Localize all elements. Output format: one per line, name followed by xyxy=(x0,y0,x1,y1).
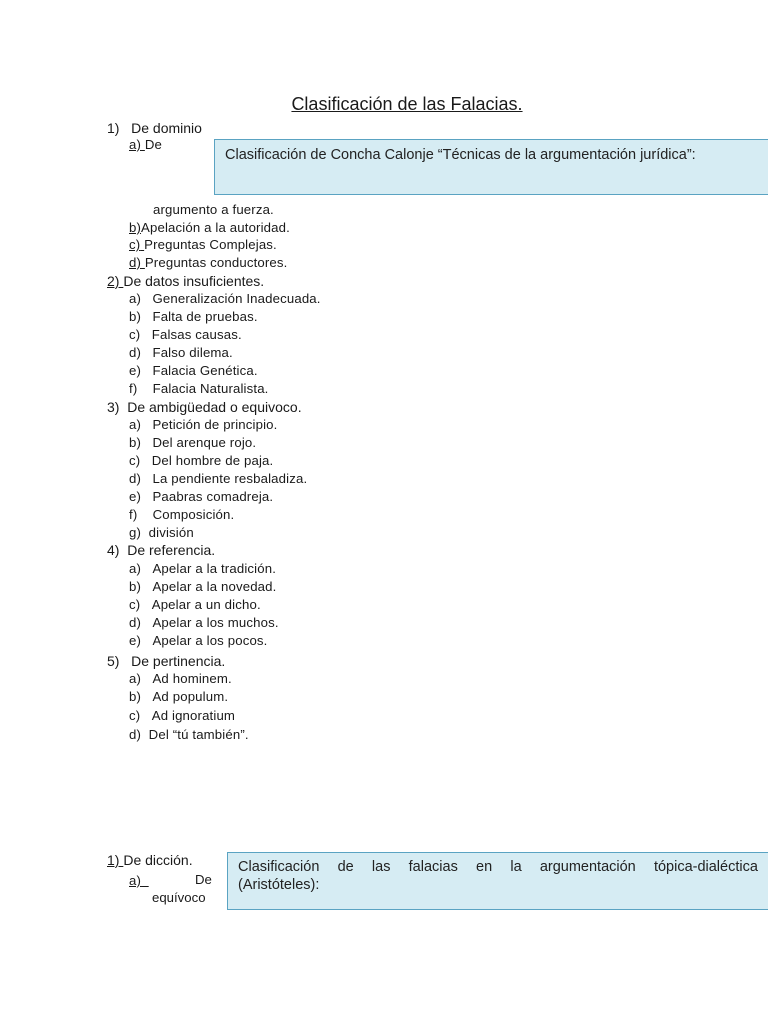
callout-word: falacias xyxy=(408,859,458,875)
section3-item-f xyxy=(129,506,234,524)
section3-number: 3) xyxy=(107,399,120,415)
callout-word: de xyxy=(337,859,354,875)
list-letter: c) xyxy=(129,453,141,468)
section1-item-a-text: De xyxy=(144,137,163,152)
section4-number: 4) xyxy=(107,542,120,558)
section6-item-a-continued: equívoco xyxy=(152,890,206,905)
list-text: Apelar a la tradición. xyxy=(152,561,277,576)
section1-item-c-letter: c) xyxy=(129,237,141,252)
section5-item-c xyxy=(129,707,235,725)
section1-item-a-continued: argumento a fuerza. xyxy=(153,202,274,217)
section6-number: 1) xyxy=(107,852,120,868)
list-text: Petición de principio. xyxy=(152,417,278,432)
section1-item-d-text: Preguntas conductores. xyxy=(144,255,288,270)
callout-concha-calonje-text: Clasificación de Concha Calonje “Técnicas de la argumentación jurídica”: xyxy=(225,147,696,163)
list-letter: e) xyxy=(129,363,142,378)
section3-item-a xyxy=(129,416,277,434)
section4-item-d xyxy=(129,614,279,632)
list-letter: a) xyxy=(129,873,142,888)
callout-word: en xyxy=(476,859,493,875)
section1-heading xyxy=(107,119,202,137)
section2-label: De datos insuficientes. xyxy=(123,273,265,289)
section6-label: De dicción. xyxy=(123,852,193,868)
section2-item-f xyxy=(129,380,269,398)
list-letter: b) xyxy=(129,309,142,324)
list-text: Ad hominem. xyxy=(152,671,232,686)
section1-label: De dominio xyxy=(131,120,202,136)
callout-aristoteles xyxy=(227,852,768,910)
list-text: La pendiente resbaladiza. xyxy=(152,471,308,486)
list-letter: a) xyxy=(129,291,142,306)
callout-word: las xyxy=(371,859,391,875)
list-text: Generalización Inadecuada. xyxy=(152,291,321,306)
list-text: Del hombre de paja. xyxy=(151,453,274,468)
list-letter: a) xyxy=(129,561,142,576)
list-text: Falsas causas. xyxy=(151,327,242,342)
callout-aristoteles-line1 xyxy=(238,858,758,876)
section2-heading xyxy=(107,272,264,290)
section4-label: De referencia. xyxy=(127,542,216,558)
callout-word: argumentación xyxy=(539,859,636,875)
section6-item-a-letter xyxy=(129,872,149,890)
section3-item-e xyxy=(129,488,273,506)
list-letter: d) xyxy=(129,727,142,742)
section1-item-a xyxy=(129,136,162,154)
list-letter: c) xyxy=(129,708,141,723)
section2-number: 2) xyxy=(107,273,120,289)
section3-item-c xyxy=(129,452,273,470)
list-letter: b) xyxy=(129,435,142,450)
list-text: Falacia Genética. xyxy=(152,363,258,378)
section5-item-b xyxy=(129,688,228,706)
section1-item-b-text: Apelación a la autoridad. xyxy=(141,220,290,235)
section5-number: 5) xyxy=(107,653,120,669)
list-letter: d) xyxy=(129,615,142,630)
list-letter: d) xyxy=(129,345,142,360)
list-text: división xyxy=(148,525,194,540)
section2-item-d xyxy=(129,344,233,362)
section4-item-c xyxy=(129,596,261,614)
list-text: Ad ignoratium xyxy=(151,708,236,723)
section5-label: De pertinencia. xyxy=(131,653,226,669)
section4-item-b xyxy=(129,578,276,596)
section3-label: De ambigüedad o equivoco. xyxy=(127,399,302,415)
section1-item-d-letter: d) xyxy=(129,255,142,270)
section3-heading xyxy=(107,398,302,416)
callout-word: tópica-dialéctica xyxy=(653,859,758,875)
list-text: Falta de pruebas. xyxy=(152,309,258,324)
list-letter: e) xyxy=(129,489,142,504)
list-letter: d) xyxy=(129,471,142,486)
section5-item-a xyxy=(129,670,232,688)
list-letter: c) xyxy=(129,327,141,342)
section2-item-b xyxy=(129,308,258,326)
section1-item-c xyxy=(129,236,277,254)
section2-item-a xyxy=(129,290,321,308)
list-text: Falso dilema. xyxy=(152,345,233,360)
list-letter: c) xyxy=(129,597,141,612)
list-letter: a) xyxy=(129,417,142,432)
list-letter: e) xyxy=(129,633,142,648)
list-text: Paabras comadreja. xyxy=(152,489,274,504)
list-letter: b) xyxy=(129,689,142,704)
section1-item-d xyxy=(129,254,287,272)
section1-item-b xyxy=(129,219,290,237)
section4-item-a xyxy=(129,560,276,578)
list-text: Ad populum. xyxy=(152,689,229,704)
list-text: Apelar a la novedad. xyxy=(152,579,277,594)
section1-item-b-letter: b) xyxy=(129,220,142,235)
section3-item-b xyxy=(129,434,256,452)
list-text: Apelar a los pocos. xyxy=(152,633,268,648)
callout-concha-calonje xyxy=(214,139,768,195)
section3-item-g xyxy=(129,524,194,542)
list-letter: f) xyxy=(129,507,138,522)
callout-word: Clasificación xyxy=(238,859,320,875)
section1-item-a-letter: a) xyxy=(129,137,142,152)
page-title: Clasificación de las Falacias. xyxy=(291,94,523,114)
list-letter: a) xyxy=(129,671,142,686)
list-text: Apelar a un dicho. xyxy=(151,597,261,612)
list-text: Del “tú también”. xyxy=(148,727,249,742)
callout-aristoteles-line2: (Aristóteles): xyxy=(238,877,320,893)
section1-item-c-text: Preguntas Complejas. xyxy=(144,237,277,252)
callout-word: la xyxy=(510,859,522,875)
section2-item-e xyxy=(129,362,258,380)
list-text: Del arenque rojo. xyxy=(152,435,257,450)
section4-item-e xyxy=(129,632,268,650)
list-text: Apelar a los muchos. xyxy=(152,615,279,630)
list-text: Composición. xyxy=(152,507,235,522)
list-letter: f) xyxy=(129,381,138,396)
list-letter: b) xyxy=(129,579,142,594)
list-letter: g) xyxy=(129,525,142,540)
section1-number: 1) xyxy=(107,120,120,136)
section4-heading xyxy=(107,541,215,559)
section5-item-d xyxy=(129,726,249,744)
list-text: Falacia Naturalista. xyxy=(152,381,269,396)
section6-item-a-word: De xyxy=(195,872,212,887)
section2-item-c xyxy=(129,326,242,344)
section6-heading xyxy=(107,851,193,869)
section5-heading xyxy=(107,652,225,670)
section3-item-d xyxy=(129,470,307,488)
